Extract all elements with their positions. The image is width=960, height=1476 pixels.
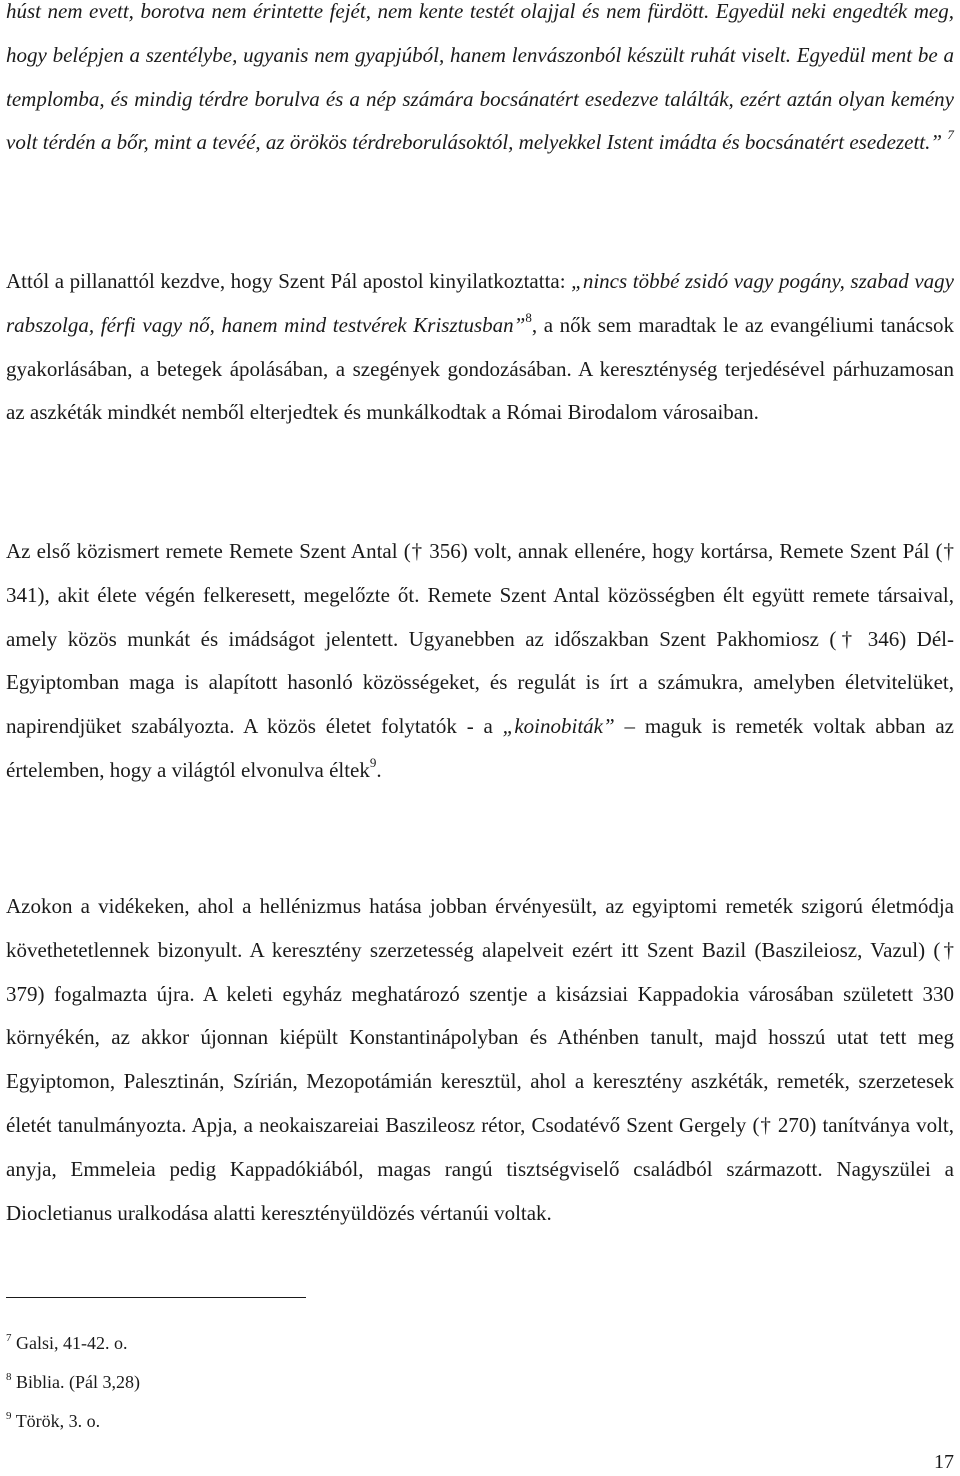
footnote-7 <box>6 1331 128 1355</box>
paragraph-2-text-a: Attól a pillanattól kezdve, hogy Szent Pál apostol kinyilatkoztatta: <box>6 269 572 293</box>
footnote-separator <box>6 1297 306 1298</box>
paragraph-3-text-a: Az első közismert remete Remete Szent Antal († 356) volt, annak ellenére, hogy kortársa, Remete Szent Pál († 341), akit élete végén felkeresett, megelőzte őt. Remete Szent Antal közösségben élt együtt remete társaival, amely közös munkát és imádságot jelentett. Ugyanebben az időszakban Szent Pakhomiosz († 346) Dél-Egyiptomban maga is alapított hasonló közösségeket, és regulát is írt a számukra, amelyben életvitelüket, napirendjüket szabályozta. A közös életet folytatók - a <box>6 539 954 739</box>
paragraph-4-text: Azokon a vidékeken, ahol a hellénizmus hatása jobban érvényesült, az egyiptomi remeték szigorú életmódja követhetetlennek bizonyult. A keresztény szerzetesség alapelveit ezért itt Szent Bazil (Baszileiosz, Vazul) († 379) fogalmazta újra. A keleti egyház meghatározó szentje a kisázsiai Kappadokia városában született 330 környékén, az akkor újonnan kiépült Konstantinápolyban és Athénben tanult, majd hosszú utat tett meg Egyiptomon, Palesztinán, Szírián, Mezopotámián keresztül, ahol a keresztény aszkéták, remeték, szerzetesek életét tanulmányozta. Apja, a neokaiszareiai Baszileosz rétor, Csodatévő Szent Gergely († 270) tanítványa volt, anyja, Emmeleia pedig Kappadókiából, magas rangú tisztségviselő családból származott. Nagyszülei a Diocletianus uralkodása alatti keresztényüldözés vértanúi voltak. <box>6 894 954 1225</box>
paragraph-3-term: „koinobiták” <box>502 714 615 739</box>
footnote-9-text: Török, 3. o. <box>15 1411 101 1431</box>
paragraph-1 <box>6 0 954 165</box>
footnote-8-number: 8 <box>6 1371 12 1383</box>
footnote-9-number: 9 <box>6 1410 12 1422</box>
paragraph-2-quote: „nincs többé zsidó vagy pogány, szabad vagy rabszolga, férfi vagy nő, hanem mind testvérek Krisztusban” <box>6 269 954 337</box>
paragraph-4 <box>6 885 954 1235</box>
footnote-ref-7[interactable]: 7 <box>947 127 954 143</box>
paragraph-3-text-b: – maguk is remeték voltak abban az értelemben, hogy a világtól elvonulva éltek <box>6 714 955 782</box>
paragraph-2 <box>6 260 954 435</box>
footnote-9 <box>6 1409 100 1433</box>
footnote-ref-8[interactable]: 8 <box>525 309 532 325</box>
paragraph-3 <box>6 530 954 793</box>
footnote-8-text: Biblia. (Pál 3,28) <box>16 1372 140 1392</box>
footnote-7-text: Galsi, 41-42. o. <box>16 1333 128 1353</box>
page-number: 17 <box>934 1451 954 1473</box>
footnote-8 <box>6 1370 140 1394</box>
paragraph-2-text-b: , a nők sem maradtak le az evangéliumi tanácsok gyakorlásában, a betegek ápolásában, a szegények gondozásában. A kereszténység terjedésével párhuzamosan az aszkéták mindkét nemből elterjedtek és munkálkodtak a Római Birodalom városaiban. <box>6 312 955 425</box>
paragraph-3-text-c: . <box>376 757 382 782</box>
paragraph-1-text: húst nem evett, borotva nem érintette fejét, nem kente testét olajjal és nem fürdött. Egyedül neki engedték meg, hogy belépjen a szentélybe, ugyanis nem gyapjúból, hanem lenvászonból készült ruhát viselt. Egyedül ment be a templomba, és mindig térdre borulva és a nép számára bocsánatért esedezve találták, ezért aztán olyan kemény volt térdén a bőr, mint a tevéé, az örökös térdreborulásoktól, melyekkel Istent imádta és bocsánatért esedezett.” <box>6 0 954 155</box>
footnote-ref-9[interactable]: 9 <box>369 754 377 770</box>
footnote-7-number: 7 <box>6 1332 12 1344</box>
